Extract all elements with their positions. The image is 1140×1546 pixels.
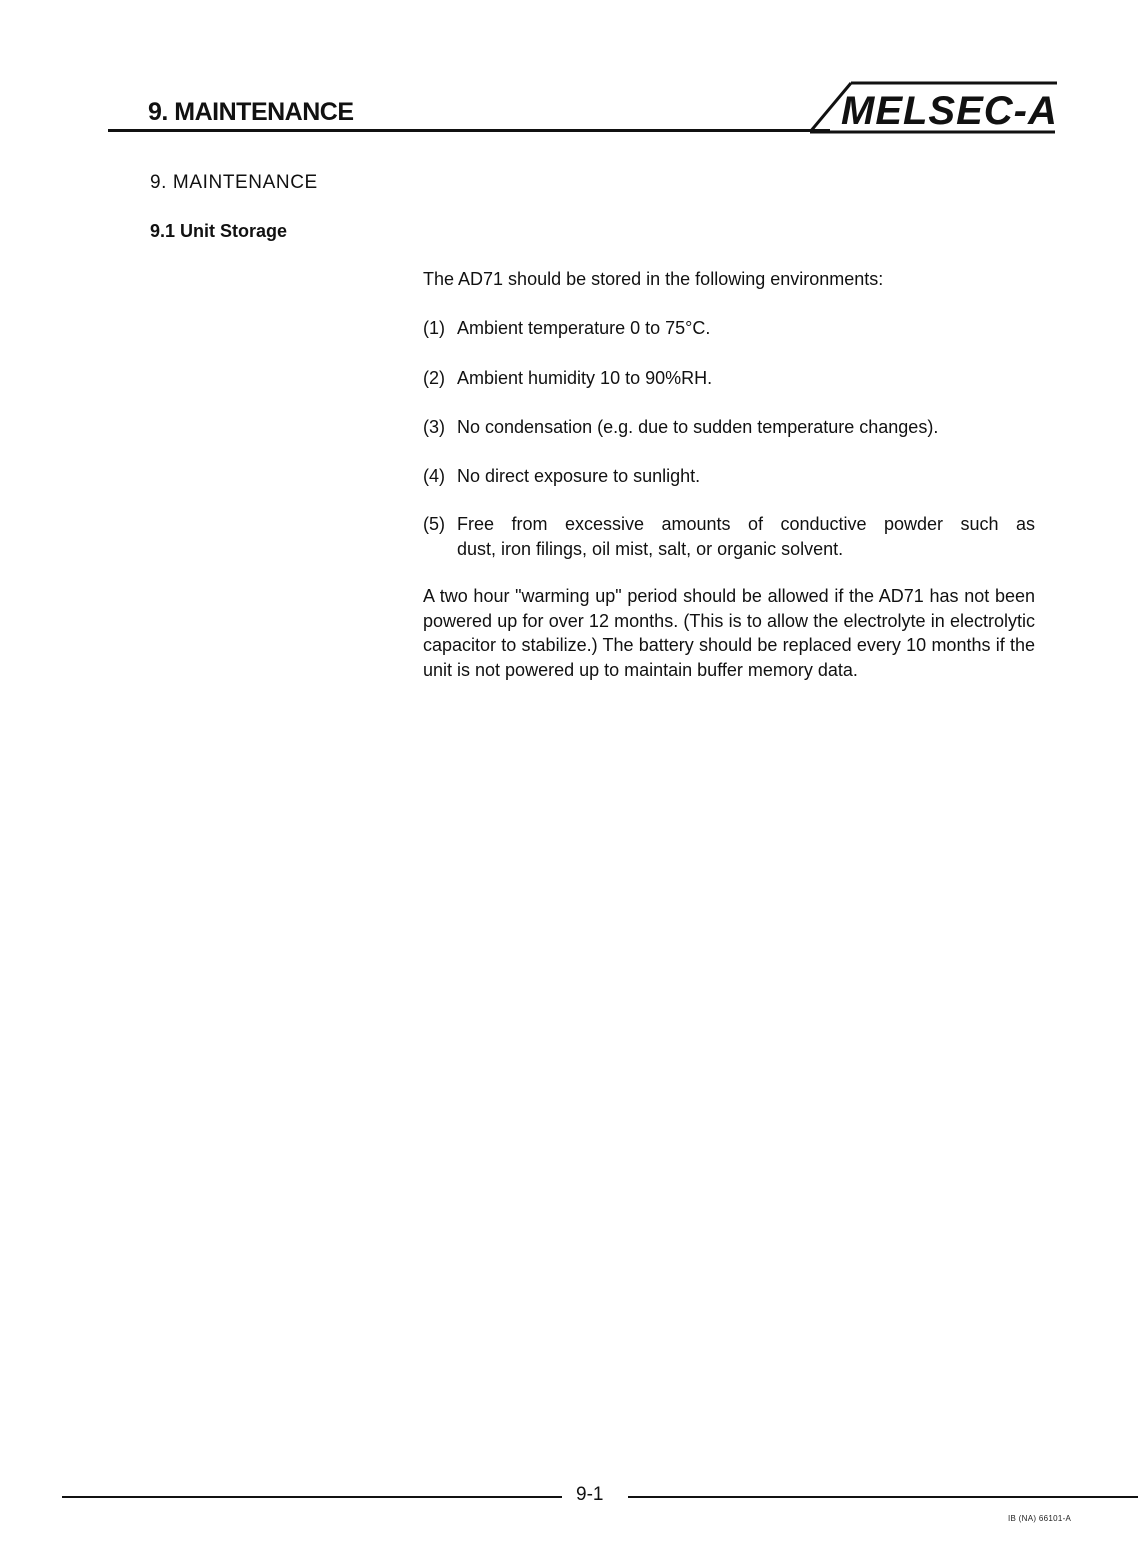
list-item-text: Ambient temperature 0 to 75°C. <box>457 318 711 338</box>
list-item-text: No direct exposure to sunlight. <box>457 466 701 486</box>
list-item-text: Free from excessive amounts of conductive powder such as <box>457 514 1035 534</box>
list-item <box>423 464 1035 489</box>
section-title: 9. MAINTENANCE <box>150 172 318 193</box>
logo-text: MELSEC-A <box>841 89 1058 133</box>
footer-rule-left <box>62 1496 562 1498</box>
page-number: 9-1 <box>576 1484 604 1505</box>
list-item-number: (3) <box>423 417 445 437</box>
header-rule <box>108 129 830 132</box>
subsection-title: 9.1 Unit Storage <box>150 221 288 241</box>
list-item <box>423 415 1035 440</box>
list-item-number: (2) <box>423 368 445 388</box>
list-item <box>423 316 1035 341</box>
list-item-number: (5) <box>423 514 445 534</box>
list-item-text: Ambient humidity 10 to 90%RH. <box>457 368 713 388</box>
list-item <box>423 512 1035 561</box>
list-item-number: (4) <box>423 466 445 486</box>
warmup-paragraph: A two hour "warming up" period should be allowed if the AD71 has not been powered up for over 12 months. (This is to allow the electrolyte in electrolytic capacitor to stabilize.) The battery should be replaced every 10 months if the unit is not powered up to maintain buffer memory data. <box>423 586 1035 680</box>
melsec-a-logo <box>805 78 1095 140</box>
list-item-number: (1) <box>423 318 445 338</box>
document-code: IB (NA) 66101-A <box>1008 1514 1072 1523</box>
list-item <box>423 366 1035 391</box>
chapter-header-title: 9. MAINTENANCE <box>148 98 354 126</box>
intro-paragraph: The AD71 should be stored in the following environments: <box>423 269 884 289</box>
list-item-text-continued: dust, iron filings, oil mist, salt, or organic solvent. <box>457 538 844 559</box>
list-item-text: No condensation (e.g. due to sudden temperature changes). <box>457 417 939 437</box>
footer-rule-right <box>628 1496 1138 1498</box>
